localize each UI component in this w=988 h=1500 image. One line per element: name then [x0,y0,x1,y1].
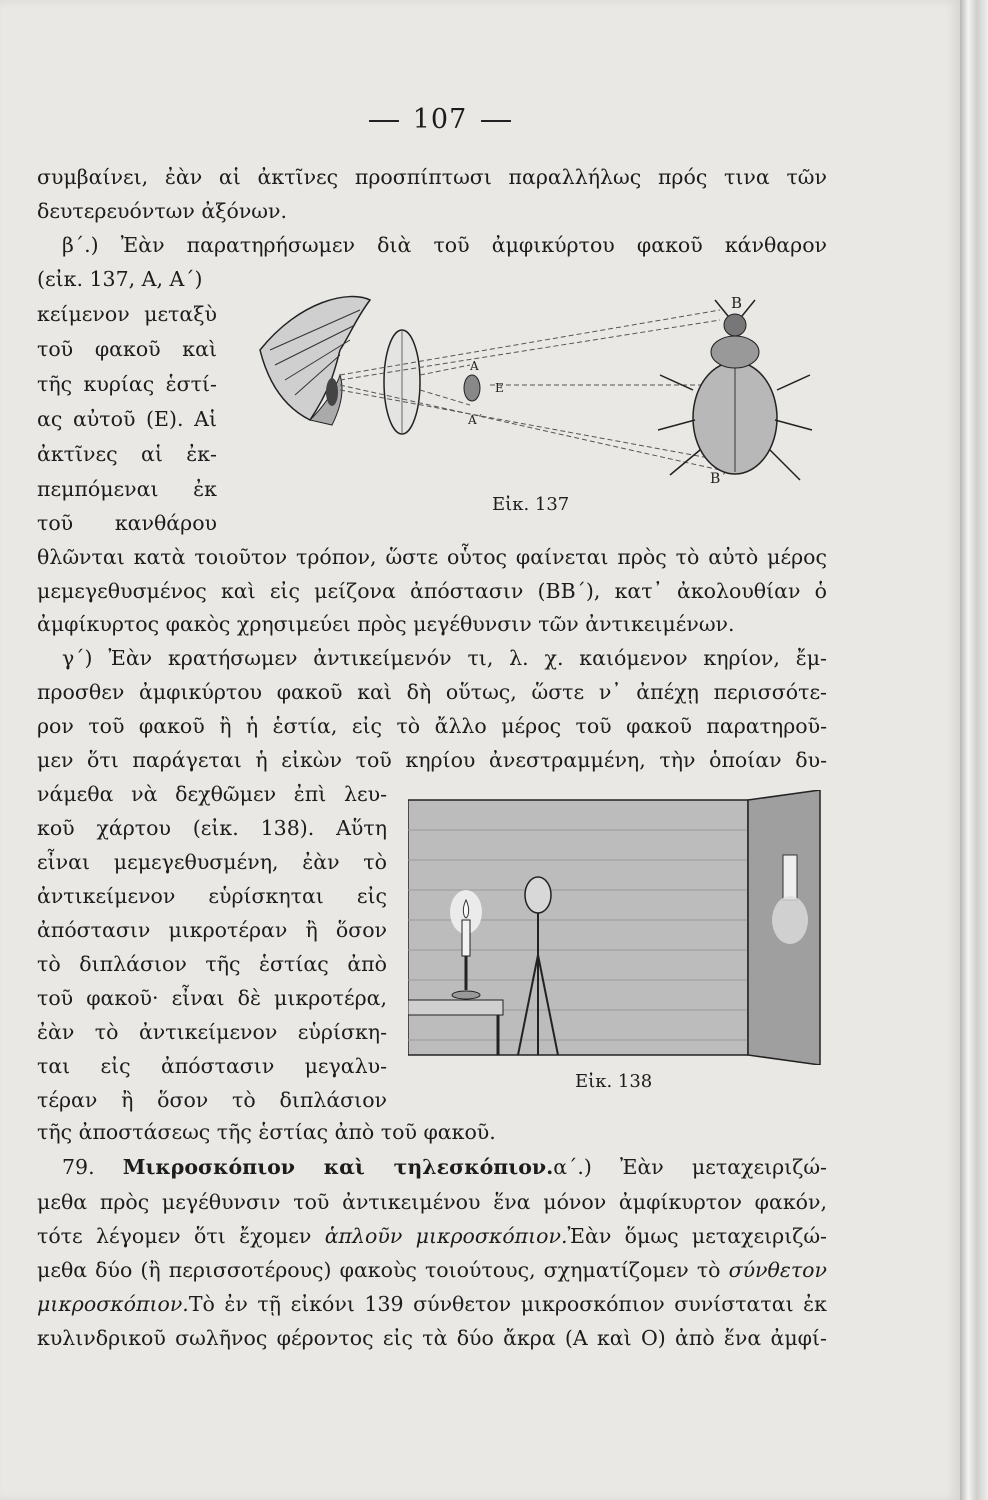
text-line: πεμπόμεναι ἐκ [37,477,217,501]
text-line: κείμενον μεταξὺ [37,302,217,326]
text-line: νάμεθα νὰ δεχθῶμεν ἐπὶ λευ- [37,782,387,806]
emphasis-microscope: μικροσκόπιον. [37,1292,189,1316]
figure-137-lens-beetle-illustration [240,280,830,490]
eye-icon [260,297,370,425]
text-line: προσθεν ἀμφικύρτου φακοῦ καὶ δὴ οὕτως, ὥστε ν᾽ ἀπέχῃ περισσότε- [37,680,827,704]
text-line: ρον τοῦ φακοῦ ἢ ἡ ἑστία, εἰς τὸ ἄλλο μέρος τοῦ φακοῦ παρατηροῦ- [37,714,827,738]
text-line: κυλινδρικοῦ σωλῆνος φέροντος εἰς τὰ δύο ἄκρα (Α καὶ Ο) ἀπὸ ἕνα ἀμφί- [37,1326,827,1350]
text-line: τῆς ἀποστάσεως τῆς ἑστίας ἀπὸ τοῦ φακοῦ. [37,1120,496,1144]
text-line: τοῦ φακοῦ καὶ [37,337,217,361]
text-line: τοῦ φακοῦ· εἶναι δὲ μικροτέρα, [37,986,387,1010]
section-lead: α΄.) Ἐὰν μεταχειριζώ- [553,1155,827,1179]
text-line: τοῦ κανθάρου [37,511,217,535]
text-line: δευτερευόντων ἀξόνων. [37,199,287,223]
text-line: μεμεγεθυσμένος καὶ εἰς μείζονα ἀπόστασιν (ΒΒ΄), κατ᾽ ἀκολουθίαν ὁ [37,579,827,603]
text-line: γ΄) Ἐὰν κρατήσωμεν ἀντικείμενόν τι, λ. χ. καιόμενον κηρίον, ἔμ- [62,646,827,670]
text-line: κοῦ χάρτου (εἰκ. 138). Αὕτη [37,816,387,840]
text-line: τὸ διπλάσιον τῆς ἑστίας ἀπὸ [37,952,387,976]
text-line: μικροσκόπιον.Τὸ ἐν τῇ εἰκόνι 139 σύνθετον μικροσκόπιον συνίσταται ἐκ [37,1292,827,1316]
figure-label: Ε [495,381,504,395]
text-line: μεν ὅτι παράγεται ἡ εἰκὼν τοῦ κηρίου ἀνεστραμμένη, τὴν ὁποίαν δυ- [37,748,827,772]
small-beetle-icon [464,375,480,401]
text-line: ται εἰς ἀπόστασιν μεγαλυ- [37,1054,387,1078]
text-line: (εἰκ. 137, Α, Α΄) [37,267,203,291]
page-number: 107 [0,104,880,135]
figure-label: Β΄ [710,471,728,487]
section-number: 79. [62,1155,95,1179]
text-line: συμβαίνει, ἐὰν αἱ ἀκτῖνες προσπίπτωσι παραλλήλως πρός τινα τῶν [37,165,827,189]
text-line: μεθα δύο (ἢ περισσοτέρους) φακοὺς τοιούτους, σχηματίζομεν τὸ σύνθετον [37,1258,827,1282]
section-79-first-line [62,1152,827,1182]
text-line: ἀντικείμενον εὑρίσκηται εἰς [37,884,387,908]
text-line: ἀμφίκυρτος φακὸς χρησιμεύει πρὸς μεγέθυνσιν τῶν ἀντικειμένων. [37,612,735,636]
figure-label: Α [470,359,479,373]
text-line: ας αὐτοῦ (Ε). Αἱ [37,407,217,431]
figure-137-caption: Εἰκ. 137 [492,494,570,515]
text-line: ἀπόστασιν μικροτέραν ἢ ὅσον [37,918,387,942]
section-heading: Μικροσκόπιον καὶ τηλεσκόπιον. [122,1155,554,1179]
text-line: β΄.) Ἐὰν παρατηρήσωμεν διὰ τοῦ ἀμφικύρτου φακοῦ κάνθαρον [62,233,827,257]
text-line: τότε λέγομεν ὅτι ἔχομεν ἁπλοῦν μικροσκόπιον.Ἐὰν ὅμως μεταχειριζώ- [37,1224,827,1248]
figure-label: Α΄ [468,413,483,427]
figure-138-candle-lens-illustration [408,790,828,1065]
text-line: τῆς κυρίας ἑστί- [37,372,217,396]
figure-138-caption: Εἰκ. 138 [575,1071,653,1092]
emphasis-compound: σύνθετον [728,1258,827,1282]
figure-label: Β [731,294,743,312]
emphasis-simple-microscope: ἁπλοῦν μικροσκόπιον. [324,1224,568,1248]
text-line: εἶναι μεμεγεθυσμένη, ἐὰν τὸ [37,850,387,874]
text-line: ἀκτῖνες αἱ ἐκ- [37,442,217,466]
text-line: θλῶνται κατὰ τοιοῦτον τρόπον, ὥστε οὗτος φαίνεται πρὸς τὸ αὐτὸ μέρος [37,545,827,569]
candle-image-icon [783,855,797,900]
text-line: ἐὰν τὸ ἀντικείμενον εὑρίσκη- [37,1020,387,1044]
page-edge [960,0,988,1500]
text-line: μεθα πρὸς μεγέθυνσιν τοῦ ἀντικειμένου ἕνα μόνον ἀμφίκυρτον φακόν, [37,1190,827,1214]
text-line: τέραν ἢ ὅσον τὸ διπλάσιον [37,1088,387,1112]
